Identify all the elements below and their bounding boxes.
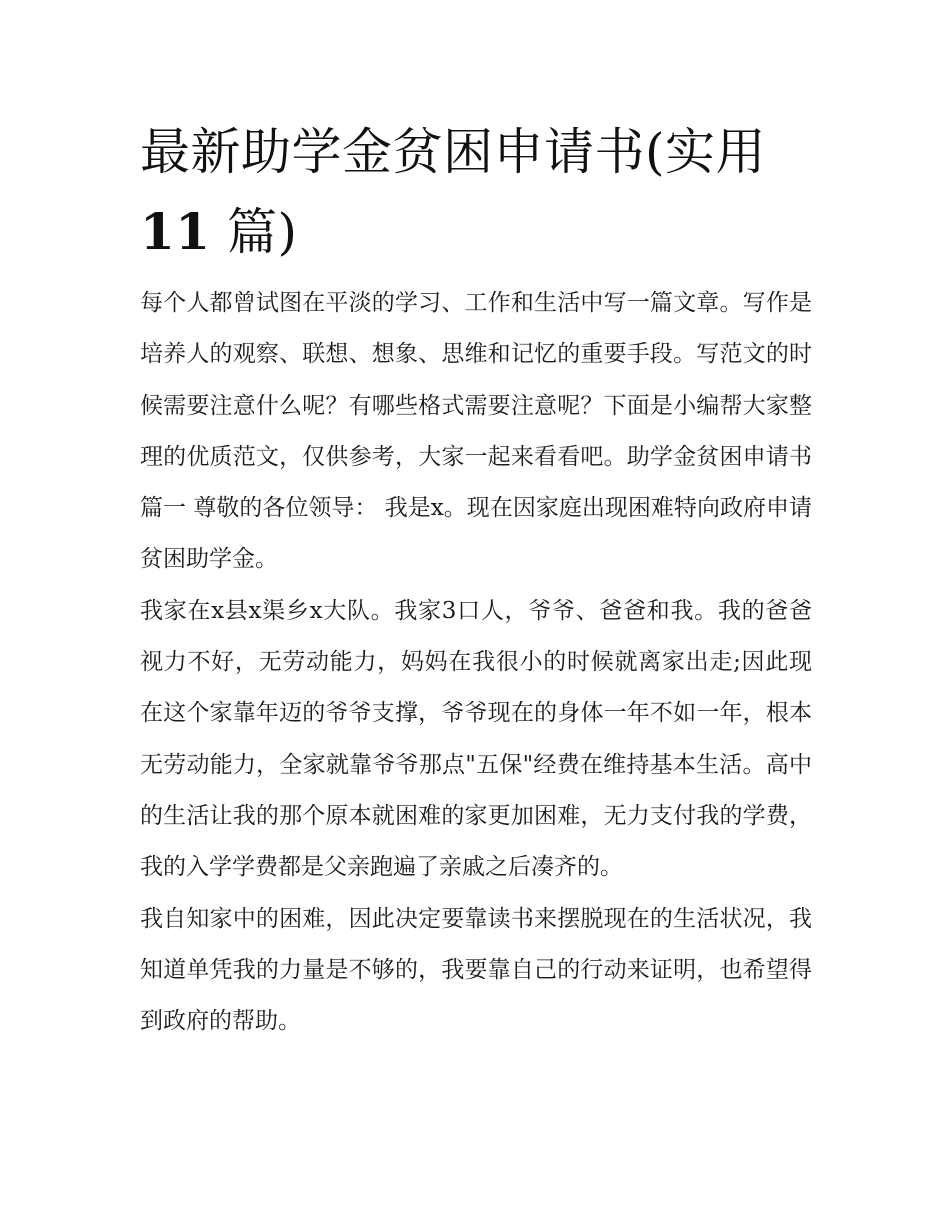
document-title	[140, 112, 820, 272]
paragraph-intro: 每个人都曾试图在平淡的学习、工作和生活中写一篇文章。写作是培养人的观察、联想、想象、思维和记忆的重要手段。写范文的时候需要注意什么呢？有哪些格式需要注意呢？下面是小编帮大家整理的优质范文，仅供参考，大家一起来看看吧。助学金贫困申请书篇一 尊敬的各位领导： 我是x。现在因家庭出现困难特向政府申请贫困助学金。	[140, 290, 812, 573]
paragraph-resolve: 我自知家中的困难，因此决定要靠读书来摆脱现在的生活状况，我知道单凭我的力量是不够的，我要靠自己的行动来证明，也希望得到政府的帮助。	[140, 905, 812, 1035]
title-line-2: 篇)	[227, 203, 298, 261]
title-line-1: 最新助学金贫困申请书(实用	[140, 123, 767, 181]
paragraph-family: 我家在x县x渠乡x大队。我家3口人，爷爷、爸爸和我。我的爸爸视力不好，无劳动能力，妈妈在我很小的时候就离家出走;因此现在这个家靠年迈的爷爷支撑，爷爷现在的身体一年不如一年，根本无劳动能力，全家就靠爷爷那点"五保"经费在维持基本生活。高中的生活让我的那个原本就困难的家更加困难，无力支付我的学费，我的入学学费都是父亲跑遍了亲戚之后凑齐的。	[140, 597, 812, 881]
document-body	[140, 278, 812, 1047]
title-number: 11	[140, 202, 211, 261]
